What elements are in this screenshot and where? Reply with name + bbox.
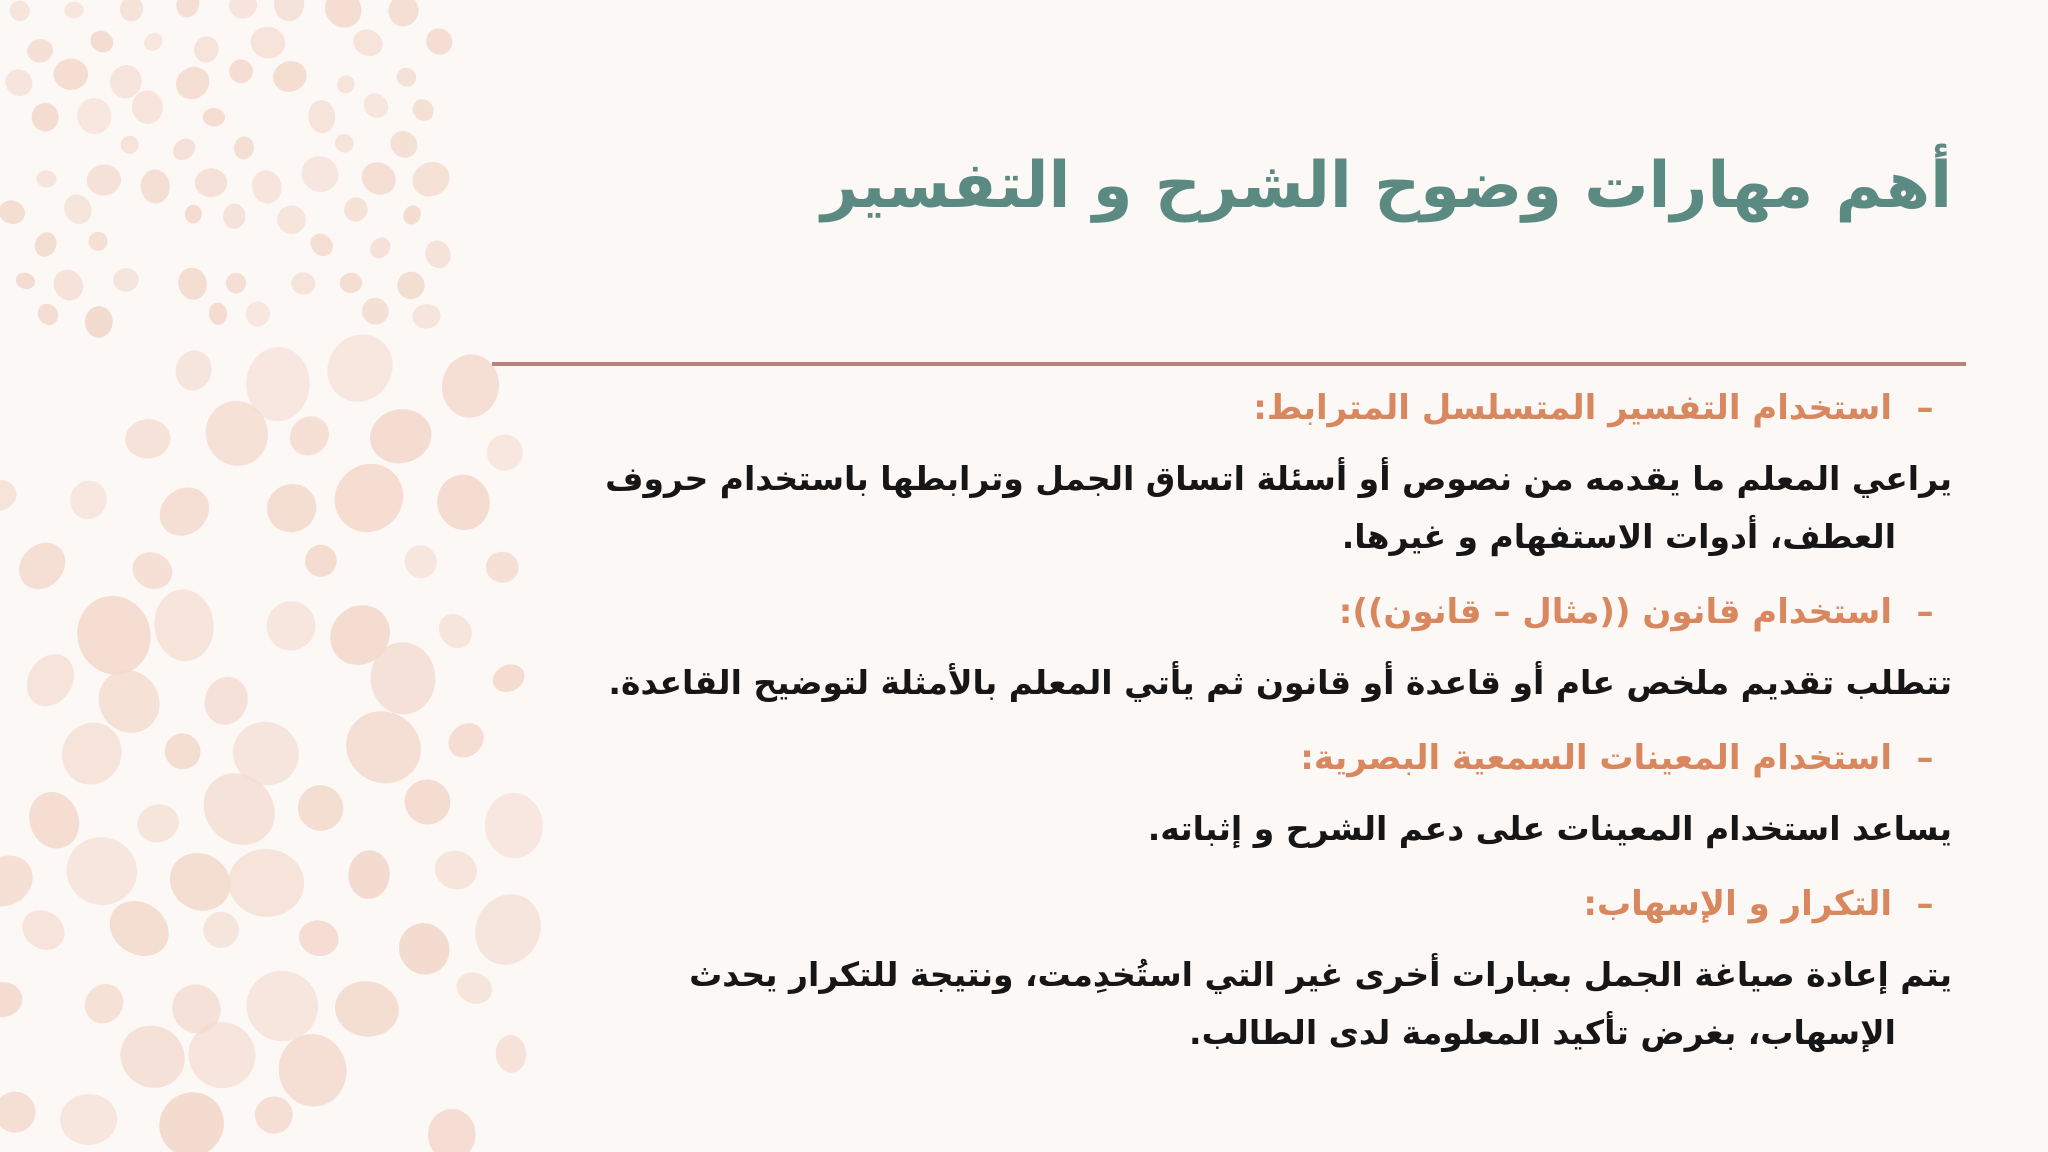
decorative-dot xyxy=(421,23,458,60)
decorative-dot xyxy=(132,799,183,847)
decorative-dot xyxy=(306,229,338,261)
decorative-dot xyxy=(150,477,219,545)
body-line: يراعي المعلم ما يقدمه من نصوص أو أسئلة اتساق الجمل وترابطها باستخدام حروف xyxy=(605,459,1952,498)
decorative-dot xyxy=(208,302,229,326)
decorative-dot xyxy=(21,785,87,856)
decorative-dot xyxy=(406,156,455,203)
decorative-dot xyxy=(15,902,72,958)
decorative-dot xyxy=(36,169,58,188)
decorative-dot xyxy=(408,95,438,125)
decorative-dot xyxy=(349,25,387,61)
decorative-dot xyxy=(243,299,272,329)
decorative-dot xyxy=(118,0,146,24)
decorative-dot xyxy=(170,60,216,106)
decorative-dot xyxy=(146,1079,237,1152)
decorative-dot xyxy=(14,270,38,291)
decorative-dot xyxy=(427,1108,477,1152)
section-heading-text: التكرار و الإسهاب: xyxy=(1583,884,1892,924)
decorative-dot xyxy=(226,846,306,919)
decorative-dot xyxy=(10,533,75,598)
decorative-dot xyxy=(389,914,458,984)
decorative-dot xyxy=(226,0,260,21)
decorative-dot xyxy=(359,88,394,123)
decorative-dot xyxy=(112,267,140,294)
decorative-dot xyxy=(314,322,406,415)
decorative-dot xyxy=(77,976,131,1031)
decorative-dot xyxy=(64,1,85,19)
decorative-dot xyxy=(31,102,60,133)
decorative-dot xyxy=(194,168,227,198)
decorative-dot xyxy=(48,264,89,306)
decorative-dot xyxy=(59,190,96,229)
decorative-dot xyxy=(126,546,178,596)
section-heading xyxy=(452,584,1952,640)
section-repetition-elaboration xyxy=(452,876,1952,1062)
slide-content xyxy=(452,380,1952,1080)
decorative-dot xyxy=(85,163,123,198)
decorative-dot xyxy=(175,265,210,303)
decorative-dot xyxy=(269,57,310,96)
decorative-dot xyxy=(395,269,427,301)
decorative-dot xyxy=(273,0,304,22)
decorative-dot xyxy=(34,300,63,329)
decorative-dot xyxy=(0,1084,44,1141)
decorative-dot xyxy=(140,169,172,205)
decorative-dot xyxy=(74,95,115,137)
decorative-dot xyxy=(307,99,337,134)
decorative-dot xyxy=(271,199,311,239)
dash-bullet-icon: – xyxy=(1916,388,1934,428)
slide-title: أهم مهارات وضوح الشرح و التفسير xyxy=(821,149,1952,223)
section-audio-visual-aids xyxy=(452,730,1952,858)
dash-bullet-icon: – xyxy=(1916,592,1934,632)
body-line: يساعد استخدام المعينات على دعم الشرح و إثباته. xyxy=(1147,809,1952,848)
body-line: الإسهاب، بغرض تأكيد المعلومة لدى الطالب. xyxy=(1189,1013,1896,1052)
body-line: العطف، أدوات الاستفهام و غيرها. xyxy=(1341,517,1896,556)
decorative-dot xyxy=(0,845,42,916)
decorative-dot xyxy=(226,56,256,86)
section-heading-text: استخدام قانون ((مثال – قانون)): xyxy=(1338,592,1892,632)
decorative-dot xyxy=(356,292,394,330)
section-example-rule xyxy=(452,584,1952,712)
decorative-dot xyxy=(174,0,202,20)
decorative-dot xyxy=(331,977,403,1042)
section-body xyxy=(452,654,1952,712)
decorative-dot xyxy=(295,149,345,199)
dash-bullet-icon: – xyxy=(1916,738,1934,778)
decorative-dot xyxy=(295,916,343,961)
decorative-dot xyxy=(31,229,60,260)
decorative-dot xyxy=(0,64,38,101)
body-line: يتم إعادة صياغة الجمل بعبارات أخرى غير التي استُخدِمت، ونتيجة للتكرار يحدث xyxy=(689,955,1952,994)
decorative-dot xyxy=(120,135,139,154)
decorative-dot xyxy=(222,270,249,297)
decorative-dot xyxy=(124,418,172,460)
decorative-dot xyxy=(340,193,372,225)
decorative-dot xyxy=(397,772,457,832)
decorative-dot xyxy=(399,540,442,583)
section-heading xyxy=(452,730,1952,786)
decorative-dot xyxy=(259,476,325,541)
decorative-dot xyxy=(334,73,357,96)
body-line: تتطلب تقديم ملخص عام أو قاعدة أو قانون ثم يأتي المعلم بالأمثلة لتوضيح القاعدة. xyxy=(608,663,1952,702)
decorative-dot xyxy=(321,450,418,547)
decorative-dot xyxy=(339,272,363,294)
decorative-dot xyxy=(384,0,422,30)
decorative-dot xyxy=(347,849,392,900)
decorative-dot xyxy=(169,134,200,165)
decorative-dot xyxy=(365,403,437,469)
decorative-dot xyxy=(0,197,28,227)
decorative-dot xyxy=(68,587,161,684)
decorative-dot xyxy=(0,980,24,1019)
decorative-dot xyxy=(317,0,369,35)
decorative-dot xyxy=(59,1093,119,1147)
decorative-dot xyxy=(232,135,255,160)
decorative-dot xyxy=(140,29,166,55)
decorative-dot xyxy=(291,778,351,838)
decorative-dot xyxy=(7,0,33,24)
decorative-dot xyxy=(25,36,56,65)
section-sequential-explanation xyxy=(452,380,1952,566)
decorative-dot xyxy=(151,587,217,665)
decorative-dot xyxy=(385,125,423,163)
decorative-dot xyxy=(202,911,239,949)
decorative-dot xyxy=(247,23,288,62)
decorative-dot xyxy=(65,476,112,525)
decorative-dot xyxy=(223,203,246,229)
decorative-dot xyxy=(191,34,221,66)
decorative-dot xyxy=(53,58,88,90)
decorative-dot xyxy=(366,233,395,262)
decorative-dot xyxy=(202,107,225,127)
decorative-dot xyxy=(0,477,19,515)
decorative-dot xyxy=(86,27,117,57)
decorative-dot xyxy=(248,167,285,207)
decorative-dot xyxy=(331,130,357,156)
title-divider xyxy=(492,362,1966,366)
decorative-dot xyxy=(254,1095,294,1135)
section-heading xyxy=(452,380,1952,436)
section-heading xyxy=(452,876,1952,932)
decorative-dot xyxy=(198,671,254,731)
section-heading-text: استخدام المعينات السمعية البصرية: xyxy=(1300,738,1892,778)
section-body xyxy=(452,450,1952,566)
decorative-dot xyxy=(355,156,401,201)
decorative-dot xyxy=(84,306,113,339)
decorative-dot xyxy=(411,302,442,330)
decorative-dot xyxy=(260,595,322,658)
dash-bullet-icon: – xyxy=(1916,884,1934,924)
decorative-dot xyxy=(17,645,83,715)
decorative-dot xyxy=(400,202,424,227)
decorative-dot xyxy=(172,347,216,394)
decorative-dot xyxy=(184,205,202,224)
decorative-dot xyxy=(157,726,207,776)
decorative-dot xyxy=(303,543,339,580)
section-body xyxy=(452,946,1952,1062)
decorative-dot xyxy=(291,272,316,295)
decorative-dot xyxy=(88,231,109,252)
decorative-dot xyxy=(421,237,455,272)
decorative-dot xyxy=(393,64,419,90)
section-body xyxy=(452,800,1952,858)
section-heading-text: استخدام التفسير المتسلسل المترابط: xyxy=(1253,388,1892,428)
